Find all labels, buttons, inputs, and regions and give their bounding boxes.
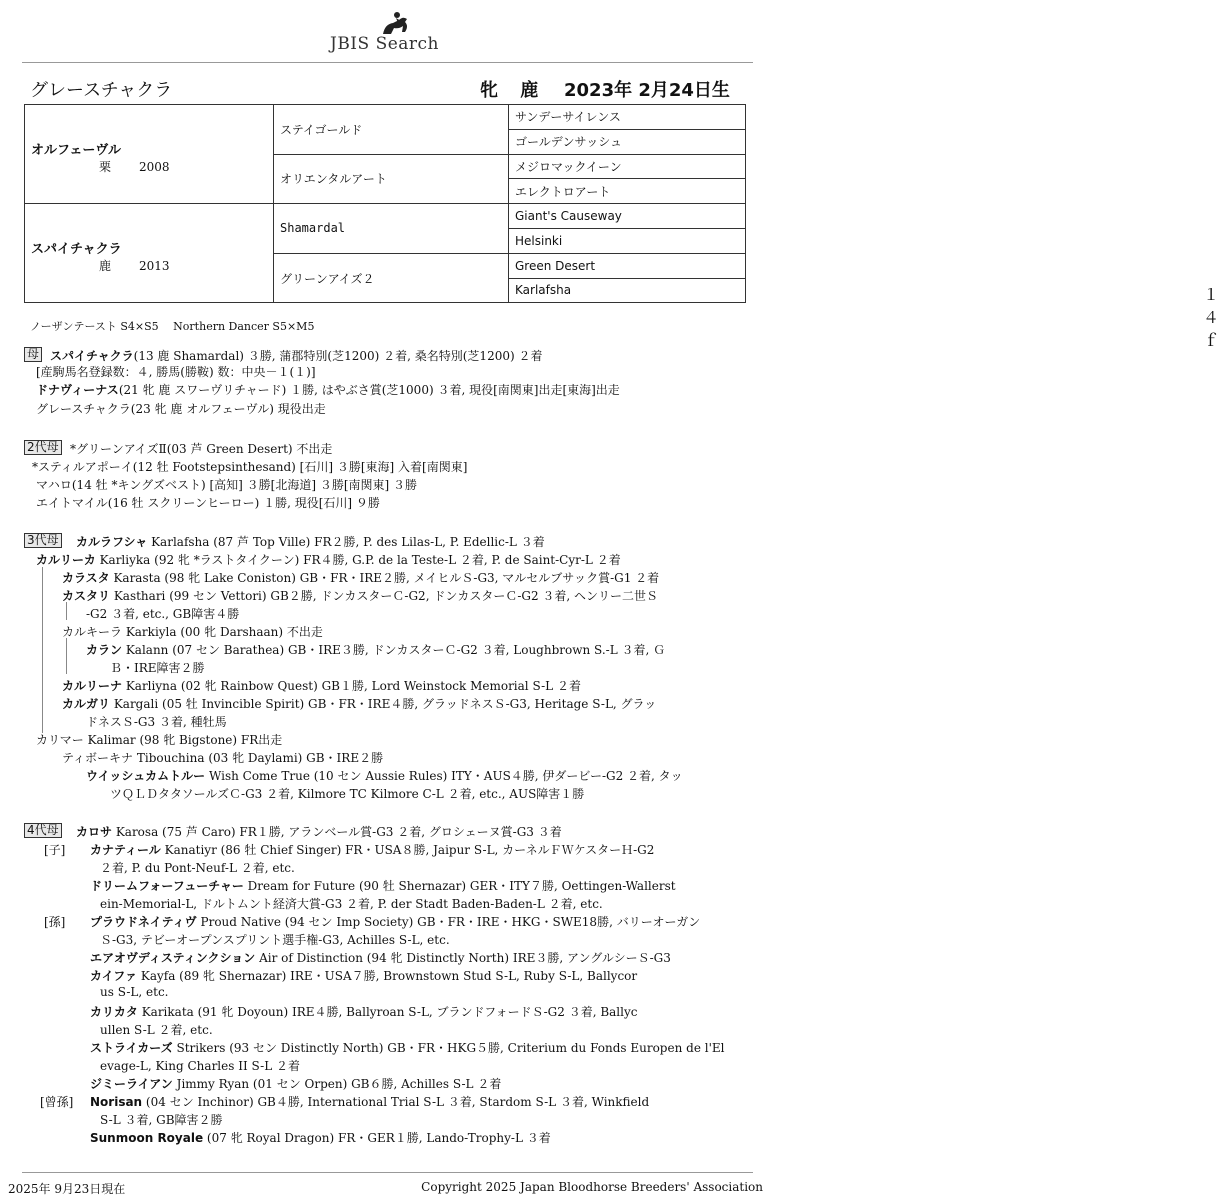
g4-line-horse-name[interactable]: ドリームフォーフューチャー <box>90 879 244 893</box>
header-divider <box>22 62 753 63</box>
g4-line-details: Dream for Future (90 牡 Shernazar) GER・ITY７勝, Oettingen-Wallerst <box>243 879 676 893</box>
g2-line-details: エイトマイル(16 牡 スクリーンヒーロー) １勝, 現役[石川] ９勝 <box>36 496 380 510</box>
g3-line[interactable] <box>62 695 656 712</box>
g2-line-details: *スティルアポーイ(12 牡 Footstepsinthesand) [石川] ３勝[東海] 入着[南関東] <box>32 460 468 474</box>
pedigree-gen3-6[interactable]: Helsinki <box>509 228 746 253</box>
dam-line-horse-name[interactable]: ドナヴィーナス <box>36 383 119 397</box>
footer-copyright: Copyright 2025 Japan Bloodhorse Breeders' Association <box>421 1180 763 1194</box>
g3-line[interactable] <box>86 767 683 784</box>
g4-line[interactable] <box>90 1093 649 1110</box>
pedigree-gen2-3[interactable]: Shamardal <box>274 204 509 254</box>
section-tag-dam: 母 <box>24 347 42 362</box>
pedigree-gen3-8[interactable] <box>509 278 1229 350</box>
footer-divider <box>22 1172 753 1173</box>
section-tag-3rd-dam-wrap <box>24 533 66 548</box>
sire-color: 栗 <box>99 160 112 175</box>
g4-line-details: Jimmy Ryan (01 セン Orpen) GB６勝, Achilles S-L ２着 <box>172 1077 502 1091</box>
footer-date: 2025年 9月23日現在 <box>8 1182 126 1196</box>
g4-line <box>100 1111 223 1128</box>
g2-line <box>70 440 332 457</box>
g4-line-details: Strikers (93 セン Distinctly North) GB・FR・HKG５勝, Criterium du Fonds Europen de l'El <box>172 1041 725 1055</box>
horse-title-row <box>30 76 750 102</box>
pedigree-gen2-2[interactable]: オリエンタルアート <box>274 154 509 204</box>
g3-line-horse-name[interactable]: カルリーナ <box>62 679 123 693</box>
g3-line <box>62 749 383 766</box>
g3-line-details: Kargali (05 牡 Invincible Spirit) GB・FR・IRE４勝, グラッドネスＳ-G3, Heritage S-L, グラッ <box>110 697 657 711</box>
g3-line-details: -G2 ３着, etc., GB障害４勝 <box>86 607 240 621</box>
pedigree-gen3-1[interactable]: サンデーサイレンス <box>509 105 746 130</box>
generation-label <box>44 913 65 930</box>
g4-line <box>100 859 295 876</box>
g3-line[interactable] <box>36 551 621 568</box>
g2-line-details: マハロ(14 牡 *キングズベスト) [高知] ３勝[北海道] ３勝[南関東] ３勝 <box>36 478 418 492</box>
tree-connector <box>66 602 67 620</box>
dam-line <box>36 400 326 417</box>
g4-line[interactable] <box>90 1129 551 1146</box>
g3-line[interactable] <box>76 533 545 550</box>
dam-line[interactable] <box>36 381 620 398</box>
g4-line[interactable] <box>90 913 700 930</box>
generation-label-details: [孫] <box>44 915 66 929</box>
g4-line-details: ２着, P. du Pont-Neuf-L ２着, etc. <box>100 861 295 875</box>
g4-line-horse-name[interactable]: Norisan <box>90 1095 143 1109</box>
g4-line-details: (04 セン Inchinor) GB４勝, International Trial S-L ３着, Stardom S-L ３着, Winkfield <box>142 1095 650 1109</box>
g4-line-details: Karikata (91 牝 Doyoun) IRE４勝, Ballyroan S-L, ブランドフォードＳ-G2 ３着, Ballyc <box>137 1005 638 1019</box>
pedigree-gen3-3[interactable]: メジロマックイーン <box>509 154 746 179</box>
g3-line-details: Karliyka (92 牝 *ラストタイクーン) FR４勝, G.P. de la Teste-L ２着, P. de Saint-Cyr-L ２着 <box>95 553 621 567</box>
generation-label <box>40 1093 73 1110</box>
g4-line[interactable] <box>90 1039 724 1056</box>
g4-line <box>100 1057 300 1074</box>
g4-line[interactable] <box>90 1003 637 1020</box>
pedigree-gen3-5[interactable]: Giant's Causeway <box>509 204 746 229</box>
horse-name: グレースチャクラ <box>30 80 173 101</box>
g4-line-details: ein-Memorial-L, ドルトムント経済大賞-G3 ２着, P. der Stadt Baden-Baden-L ２着, etc. <box>100 897 603 911</box>
dam-name: スパイチャクラ <box>31 242 122 258</box>
g3-line-horse-name[interactable]: カラスタ <box>62 571 110 585</box>
g3-line[interactable] <box>86 641 665 658</box>
pedigree-gen3-4[interactable]: エレクトロアート <box>509 179 746 204</box>
g4-line-details: ullen S-L ２着, etc. <box>100 1023 213 1037</box>
g3-line[interactable] <box>62 587 658 604</box>
g3-line-details: Karasta (98 牝 Lake Coniston) GB・FR・IRE２勝, メイヒルＳ-G3, マルセルブサック賞-G1 ２着 <box>109 571 660 585</box>
g3-line-horse-name[interactable]: カラン <box>86 643 123 657</box>
section-tag-2nd-dam-wrap <box>24 440 66 455</box>
g3-line-horse-name[interactable]: カルラフシャ <box>76 535 148 549</box>
g4-line <box>100 1021 213 1038</box>
g4-line-details: Proud Native (94 セン Imp Society) GB・FR・IRE・HKG・SWE18勝, バリーオーガン <box>196 915 701 929</box>
inbreeding-note: ノーザンテースト S4×S5 Northern Dancer S5×M5 <box>30 320 315 333</box>
g4-line <box>100 931 450 948</box>
dam-line-details: (21 牝 鹿 スワーヴリチャード) １勝, はやぶさ賞(芝1000) ３着, 現役[南関東]出走[東海]出走 <box>118 383 620 397</box>
g3-line-details: Kasthari (99 セン Vettori) GB２勝, ドンカスターＣ-G2, ドンカスターＣ-G2 ３着, ヘンリー二世Ｓ <box>110 589 659 603</box>
g2-line <box>36 494 380 511</box>
section-tag-4th-dam-wrap <box>24 823 66 838</box>
g3-line-details: ティボーキナ Tibouchina (03 牝 Daylami) GB・IRE２勝 <box>62 751 384 765</box>
g3-line <box>110 659 205 676</box>
g4-line <box>100 895 603 912</box>
g3-line-horse-name[interactable]: カルリーカ <box>36 553 96 567</box>
g3-line-details: Ｂ・IRE障害２勝 <box>110 661 205 675</box>
gen3-8-name: Karlafsha <box>515 283 572 298</box>
sire-year: 2008 <box>139 160 170 175</box>
g4-line-horse-name[interactable]: カリカタ <box>90 1005 138 1019</box>
g4-line <box>100 985 168 999</box>
g2-line <box>32 458 467 475</box>
dam-color: 鹿 <box>99 259 112 274</box>
g4-line-details: Ｓ-G3, テビーオープンスプリント選手権-G3, Achilles S-L, etc. <box>100 933 450 947</box>
g3-line <box>36 731 282 748</box>
g3-line-details: Wish Come True (10 セン Aussie Rules) ITY・AUS４勝, 伊ダービー-G2 ２着, タッ <box>205 769 683 783</box>
g3-line <box>86 605 239 622</box>
g3-line-details: カリマー Kalimar (98 牝 Bigstone) FR出走 <box>36 733 283 747</box>
g4-line-horse-name[interactable]: ジミーライアン <box>90 1077 173 1091</box>
g4-line[interactable] <box>90 877 676 894</box>
g4-line[interactable] <box>90 1075 501 1092</box>
g3-line-horse-name[interactable]: ウイッシュカムトルー <box>86 769 206 783</box>
g4-line-horse-name[interactable]: カナティール <box>90 843 161 857</box>
dam-line-details: グレースチャクラ(23 牝 鹿 オルフェーヴル) 現役出走 <box>36 402 326 416</box>
tree-connector <box>66 638 67 674</box>
g3-line-details: ドネスＳ-G3 ３着, 種牡馬 <box>86 715 227 729</box>
g4-line-horse-name[interactable]: カロサ <box>76 825 113 839</box>
g3-line-details: Kalann (07 セン Barathea) GB・IRE３勝, ドンカスターＣ-G2 ３着, Loughbrown S.-L ３着, Ｇ <box>122 643 666 657</box>
horse-birthdate: 2023年 2月24日生 <box>564 80 730 101</box>
g4-line-details: Kanatiyr (86 牡 Chief Singer) FR・USA８勝, Jaipur S-L, カーネルＦＷケスターＨ-G2 <box>160 843 655 857</box>
g4-line[interactable] <box>90 841 654 858</box>
g3-line[interactable] <box>62 569 659 586</box>
g4-line[interactable] <box>90 949 671 966</box>
jbis-logo[interactable] <box>330 6 460 54</box>
g3-line <box>86 713 227 730</box>
g3-line-details: Karliyna (02 牝 Rainbow Quest) GB１勝, Lord Weinstock Memorial S-L ２着 <box>122 679 581 693</box>
dam-line-horse-name[interactable]: スパイチャクラ <box>50 349 134 363</box>
pedigree-dam[interactable] <box>25 204 274 303</box>
g4-line[interactable] <box>76 823 562 840</box>
generation-label-details: [曾孫] <box>40 1095 74 1109</box>
dam-line-details: (13 鹿 Shamardal) ３勝, 蒲郡特別(芝1200) ２着, 桑名特別(芝1200) ２着 <box>133 349 543 363</box>
g2-line-details: *グリーンアイズⅡ(03 芦 Green Desert) 不出走 <box>70 442 333 456</box>
generation-label <box>44 841 65 858</box>
g3-line <box>62 623 323 640</box>
logo-text: JBIS Search <box>330 34 440 54</box>
g4-line-details: Air of Distinction (94 牝 Distinctly North) IRE３勝, アングルシーＳ-G3 <box>255 951 671 965</box>
g4-line-details: us S-L, etc. <box>100 985 169 999</box>
g3-line-horse-name[interactable]: カスタリ <box>62 589 111 603</box>
pedigree-gen3-2[interactable]: ゴールデンサッシュ <box>509 129 746 154</box>
dam-line[interactable] <box>50 347 542 364</box>
generation-label-details: [子] <box>44 843 66 857</box>
section-tag-2nd-dam: 2代母 <box>24 440 62 455</box>
g3-line[interactable] <box>62 677 581 694</box>
g3-line-details: ツＱＬＤタタソールズＣ-G3 ２着, Kilmore TC Kilmore C-L ２着, etc., AUS障害１勝 <box>110 787 585 801</box>
g3-line-details: カルキーラ Karkiyla (00 牝 Darshaan) 不出走 <box>62 625 323 639</box>
dam-year: 2013 <box>139 259 170 274</box>
g4-line-horse-name[interactable]: ストライカーズ <box>90 1041 173 1055</box>
g2-line <box>36 476 417 493</box>
g4-line-horse-name[interactable]: プラウドネイティヴ <box>90 915 197 929</box>
horse-sex-color: 牝 鹿 <box>480 80 547 101</box>
g3-line-horse-name[interactable]: カルガリ <box>62 697 111 711</box>
g4-line-details: (07 牝 Royal Dragon) FR・GER１勝, Lando-Trophy-L ３着 <box>203 1131 551 1145</box>
g3-line-details: Karlafsha (87 芦 Top Ville) FR２勝, P. des Lilas-L, P. Edellic-L ３着 <box>147 535 545 549</box>
family-number: １４ｆ <box>1203 284 1229 350</box>
pedigree-gen3-7[interactable]: Green Desert <box>509 253 746 278</box>
g4-line-horse-name[interactable]: カイファ <box>90 969 138 983</box>
g4-line-horse-name[interactable]: Sunmoon Royale <box>90 1131 204 1145</box>
pedigree-gen2-4[interactable]: グリーンアイズ２ <box>274 253 509 303</box>
pedigree-sire[interactable] <box>25 105 274 204</box>
section-tag-dam-wrap <box>24 347 46 362</box>
g4-line-horse-name[interactable]: エアオヴディスティンクション <box>90 951 256 965</box>
g4-line-details: Karosa (75 芦 Caro) FR１勝, アランベール賞-G3 ２着, グロシェーヌ賞-G3 ３着 <box>112 825 562 839</box>
g4-line-details: Kayfa (89 牝 Shernazar) IRE・USA７勝, Brownstown Stud S-L, Ruby S-L, Ballycor <box>137 969 638 983</box>
g4-line-details: evage-L, King Charles II S-L ２着 <box>100 1059 301 1073</box>
section-tag-4th-dam: 4代母 <box>24 823 62 838</box>
sire-name: オルフェーヴル <box>31 143 121 159</box>
dam-line <box>36 363 316 380</box>
section-tag-3rd-dam: 3代母 <box>24 533 62 548</box>
g3-line <box>110 785 584 802</box>
tree-connector <box>42 567 43 733</box>
g4-line-details: S-L ３着, GB障害２勝 <box>100 1113 223 1127</box>
g4-line[interactable] <box>90 967 637 984</box>
pedigree-gen2-1[interactable]: ステイゴールド <box>274 105 509 155</box>
dam-line-details: [産駒馬名登録数：４, 勝馬(勝鞍) 数：中央－１(１)] <box>36 365 316 379</box>
